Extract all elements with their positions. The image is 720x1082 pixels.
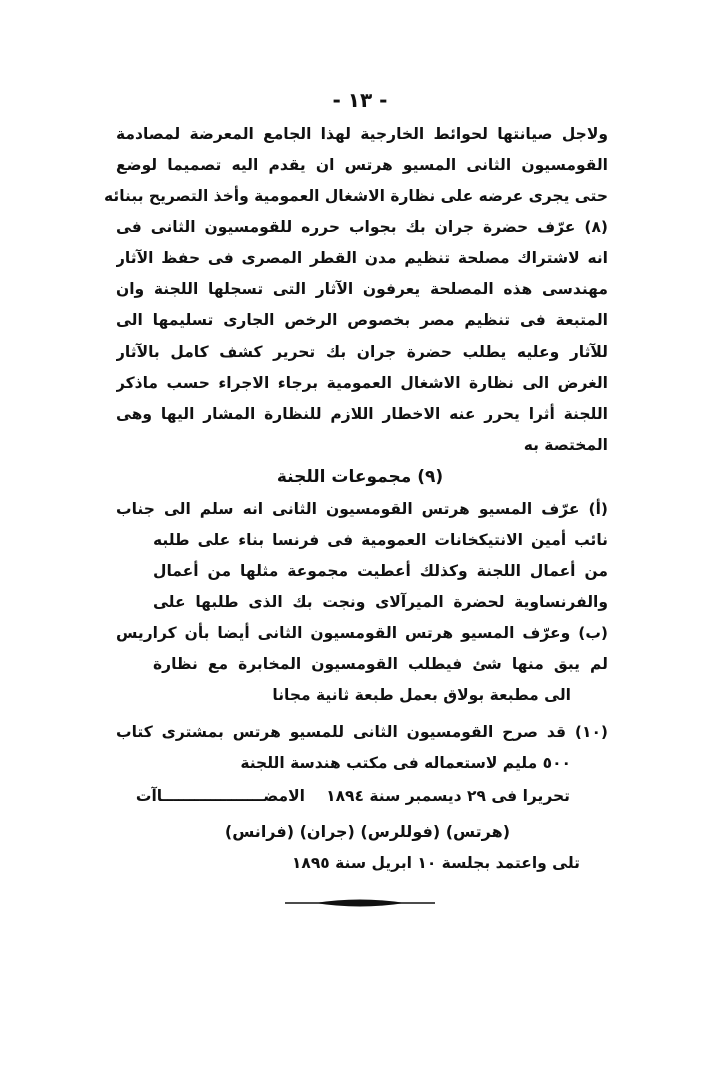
body-line: الغرض الى نظارة الاشغال العمومية برجاء الاجراء حسب ماذكر [116, 374, 608, 392]
item-line: من أعمال اللجنة وكذلك أعطيت مجموعة مثلها من أعمال [153, 562, 608, 580]
approval-line: تلى واعتمد بجلسة ١٠ ابريل سنة ١٨٩٥ [291, 854, 580, 872]
page-number: - ١٣ - [332, 88, 388, 112]
body-line: المختصة به [523, 436, 608, 454]
ornament-divider [285, 896, 435, 910]
body-line: اللجنة أثرا يحرر عنه الاخطار اللازم للنظارة المشار اليها وهى [116, 405, 608, 423]
body-line: للآثار وعليه يطلب حضرة جران بك تحرير كشف كامل بالآثار [116, 343, 608, 361]
item-line: (ب) وعرّف المسيو هرتس القومسيون الثانى أيضا بأن كراريس [116, 624, 608, 642]
body-line: القومسيون الثانى المسيو هرتس ان يقدم اليه تصميما لوضع [116, 156, 608, 174]
body-line: (٨) عرّف حضرة جران بك بجواب حرره للقومسيون الثانى فى [116, 218, 608, 236]
item-line: (أ) عرّف المسيو هرتس القومسيون الثانى انه سلم الى جناب [116, 500, 608, 518]
item-line: نائب أمين الانتيكخانات العمومية فى فرنسا بناء على طلبه [153, 531, 608, 549]
body-line: حتى يجرى عرضه على نظارة الاشغال العمومية وأخذ التصريح ببنائه [104, 187, 608, 205]
item-line: ٥٠٠ مليم لاستعماله فى مكتب هندسة اللجنة [240, 754, 571, 772]
body-line: مهندسى هذه المصلحة يعرفون الآثار التى تسجلها اللجنة وان [116, 280, 608, 298]
date-line: تحريرا فى ٢٩ ديسمبر سنة ١٨٩٤ [326, 787, 570, 805]
section-heading: (٩) مجموعات اللجنة [276, 467, 444, 487]
body-line: انه لاشتراك مصلحة تنظيم مدن القطر المصرى فى حفظ الآثار [116, 249, 608, 267]
item-line: والفرنساوية لحضرة الميرآلاى ونجت بك الذى طلبها على [153, 593, 608, 611]
signatures-label: الامضـــــــــــــــــــاآت [135, 787, 305, 805]
item-line: لم يبق منها شئ فيطلب القومسيون المخابرة مع نظارة [153, 655, 608, 673]
body-line: ولاجل صيانتها لحوائط الخارجية لهذا الجامع المعرضة لمصادمة [116, 125, 608, 143]
signatories: (هرتس) (فوللرس) (جران) (فرانس) [224, 822, 510, 841]
body-line: المتبعة فى تنظيم مصر بخصوص الرخص الجارى تسليمها الى [116, 311, 608, 329]
item-line: (١٠) قد صرح القومسيون الثانى للمسيو هرتس بمشترى كتاب [116, 723, 608, 741]
item-line: الى مطبعة بولاق بعمل طبعة ثانية مجانا [272, 686, 571, 704]
